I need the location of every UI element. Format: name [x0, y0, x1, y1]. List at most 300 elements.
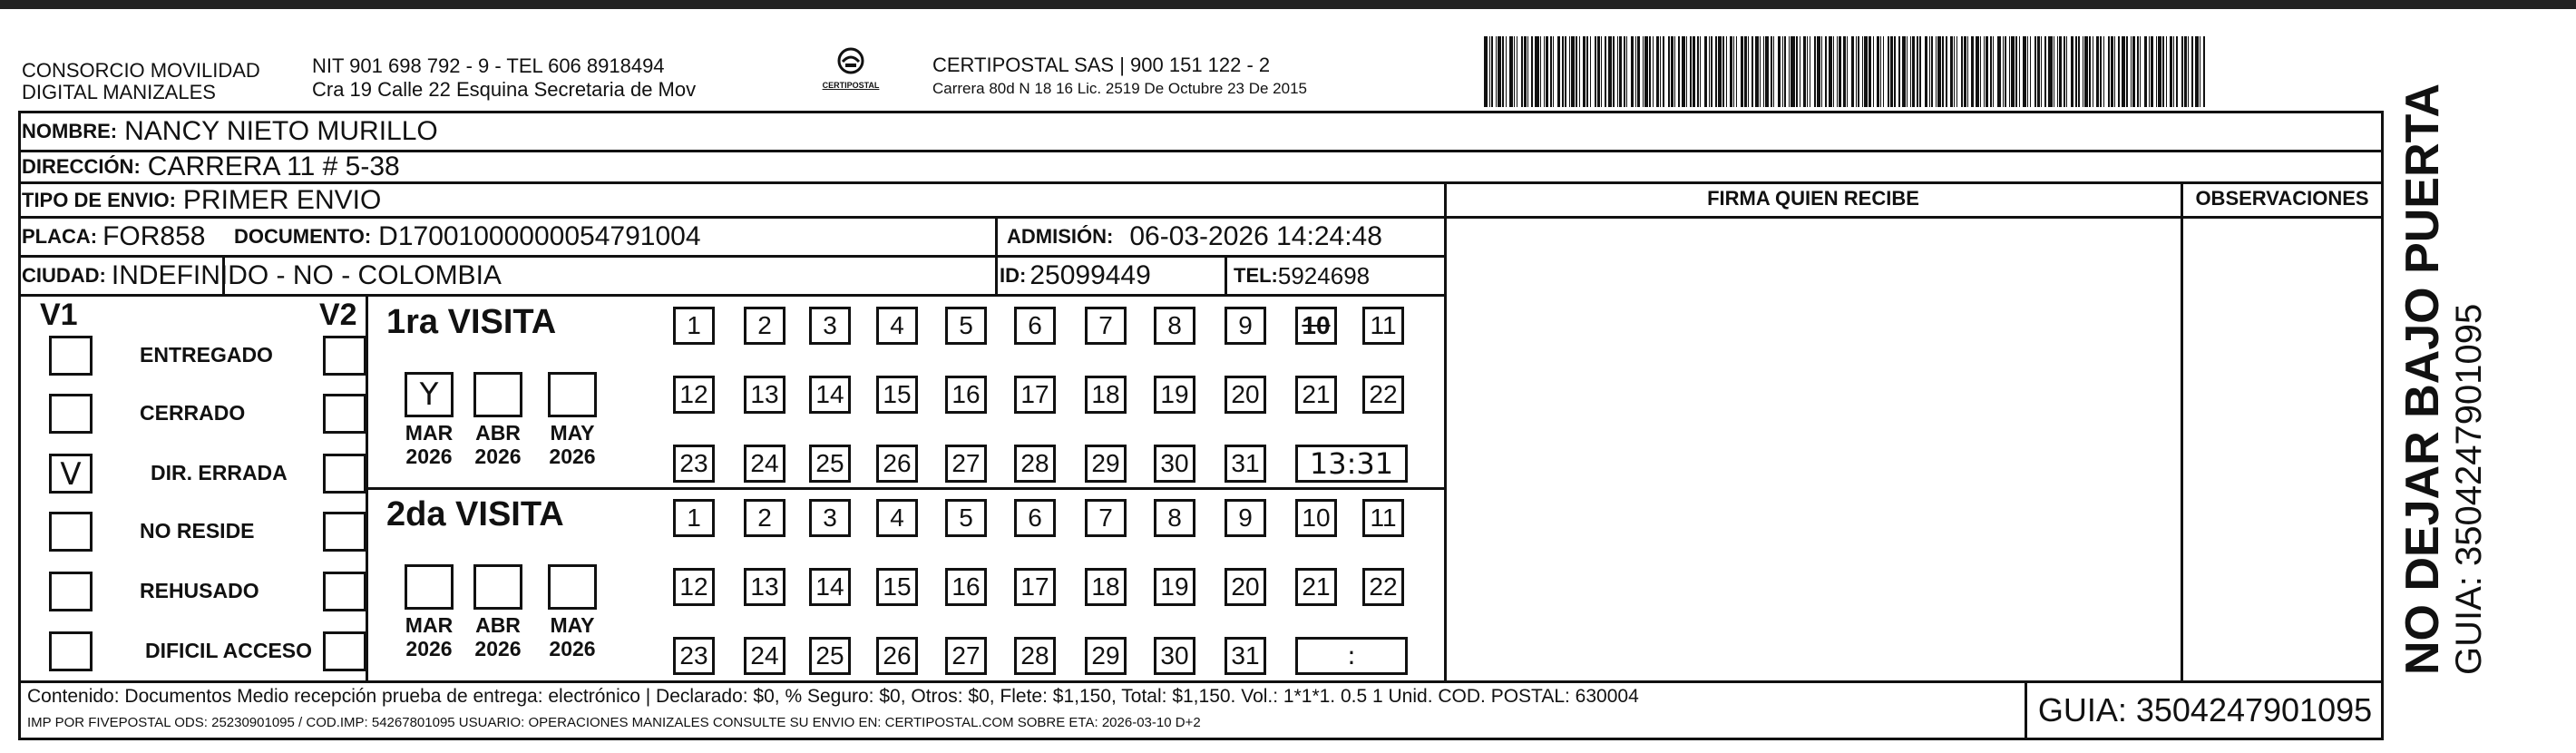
barcode-bar — [1829, 36, 1832, 107]
barcode-bar — [1858, 36, 1859, 107]
barcode-bar — [1778, 36, 1781, 107]
barcode-bar — [1586, 36, 1588, 107]
day-box[interactable]: 31 — [1225, 637, 1266, 675]
nombre-row — [22, 112, 438, 151]
footer-guia: GUIA: 3504247901095 — [2037, 691, 2373, 729]
v1-checkbox[interactable] — [49, 631, 93, 671]
day-box[interactable]: 3 — [809, 307, 851, 345]
barcode-bar — [1807, 36, 1808, 107]
barcode-bar — [1971, 36, 1974, 107]
day-box[interactable]: 13 — [744, 376, 785, 414]
barcode-bar — [1751, 36, 1753, 107]
barcode-bar — [1907, 36, 1908, 107]
barcode-bar — [1579, 36, 1580, 107]
placa-value: FOR858 — [102, 221, 206, 251]
barcode-bar — [1890, 36, 1893, 107]
visit-title: 1ra VISITA — [386, 303, 557, 341]
day-box[interactable]: 22 — [1362, 376, 1404, 414]
barcode-bar — [2111, 36, 2113, 107]
day-box[interactable]: 9 — [1225, 307, 1266, 345]
barcode-bar — [1491, 36, 1493, 107]
day-box[interactable]: 10 — [1295, 499, 1337, 537]
nombre-label: NOMBRE: — [22, 120, 118, 142]
barcode-bar — [1690, 36, 1692, 107]
month-label — [466, 421, 530, 468]
day-box[interactable]: 4 — [876, 307, 918, 345]
v1-checkbox[interactable] — [49, 394, 93, 434]
barcode-bar — [1653, 36, 1654, 107]
day-box[interactable]: 19 — [1154, 568, 1195, 606]
barcode-bar — [1635, 36, 1636, 107]
barcode-bar — [1571, 36, 1575, 107]
day-box[interactable]: 10 — [1295, 307, 1337, 345]
barcode-bar — [1864, 36, 1868, 107]
barcode-bar — [2084, 36, 2088, 107]
day-box[interactable]: 26 — [876, 445, 918, 483]
barcode-bar — [1961, 36, 1963, 107]
barcode-bar — [1748, 36, 1749, 107]
day-box[interactable]: 13 — [744, 568, 785, 606]
contenido-text: Contenido: Documentos Medio recepción prueba de entrega: electrónico | Declarado: $0, % Seguro: $0, Otros: $0, Flete: $1,150, Total: $1,150. Vol.: 1*1*1. 0.5 1 Unid. COD. POSTAL: 630004 — [27, 686, 1639, 707]
barcode-bar — [2019, 36, 2020, 107]
day-box[interactable]: 12 — [673, 376, 715, 414]
barcode-bar — [1919, 36, 1921, 107]
barcode-bar — [1946, 36, 1947, 107]
visit-time[interactable]: 13:31 — [1295, 445, 1408, 483]
day-box[interactable]: 30 — [1154, 445, 1195, 483]
day-box[interactable]: 28 — [1014, 637, 1056, 675]
barcode-bar — [2132, 36, 2135, 107]
day-box[interactable]: 31 — [1225, 445, 1266, 483]
day-box[interactable]: 2 — [744, 499, 785, 537]
day-box[interactable]: 8 — [1154, 499, 1195, 537]
admision-value: 06-03-2026 14:24:48 — [1129, 221, 1382, 251]
barcode-bar — [1839, 36, 1841, 107]
barcode-bar — [1674, 36, 1675, 107]
barcode-bar — [2011, 36, 2015, 107]
barcode-bar — [1535, 36, 1539, 107]
month-year: 2026 — [405, 445, 453, 468]
admision-row — [1007, 218, 1382, 256]
day-box[interactable]: 5 — [945, 499, 987, 537]
barcode-bar — [1771, 36, 1772, 107]
barcode-bar — [1540, 36, 1541, 107]
barcode-bar — [1626, 36, 1627, 107]
day-box[interactable]: 16 — [945, 376, 987, 414]
month-name: MAR — [405, 613, 454, 637]
day-box[interactable]: 4 — [876, 499, 918, 537]
v2-checkbox[interactable] — [323, 394, 366, 434]
admision-label: ADMISIÓN: — [1007, 225, 1114, 248]
barcode-bar — [2071, 36, 2073, 107]
month-checkbox[interactable] — [405, 564, 454, 610]
v2-checkbox[interactable] — [323, 336, 366, 376]
barcode-bar — [1605, 36, 1606, 107]
barcode-bar — [1869, 36, 1871, 107]
v2-checkbox[interactable] — [323, 512, 366, 552]
barcode-bar — [1663, 36, 1664, 107]
barcode-bar — [2191, 36, 2193, 107]
ciudad-value: INDEFINIDO - NO - COLOMBIA — [111, 260, 502, 290]
day-box[interactable]: 20 — [1225, 568, 1266, 606]
certipostal-logo: CERTIPOSTAL — [815, 47, 887, 90]
barcode-bar — [2078, 36, 2080, 107]
barcode-bar — [1656, 36, 1659, 107]
month-label — [397, 421, 461, 468]
barcode-bar — [1682, 36, 1685, 107]
barcode-bar — [1851, 36, 1854, 107]
month-name: MAY — [550, 421, 595, 445]
day-box[interactable]: 17 — [1014, 376, 1056, 414]
barcode-bar — [2188, 36, 2189, 107]
barcode-bar — [1791, 36, 1795, 107]
v1-checkbox[interactable] — [49, 512, 93, 552]
barcode-bar — [2064, 36, 2065, 107]
month-year: 2026 — [474, 445, 522, 468]
barcode-bar — [1877, 36, 1879, 107]
day-box[interactable]: 7 — [1085, 499, 1127, 537]
barcode-bar — [2003, 36, 2004, 107]
barcode-bar — [2137, 36, 2139, 107]
day-box[interactable]: 6 — [1014, 499, 1056, 537]
barcode-bar — [1814, 36, 1816, 107]
day-box[interactable]: 1 — [673, 499, 715, 537]
v2-checkbox[interactable] — [323, 572, 366, 611]
barcode-bar — [1976, 36, 1979, 107]
barcode-bar — [2044, 36, 2046, 107]
barcode-bar — [2173, 36, 2174, 107]
barcode-bar — [1784, 36, 1786, 107]
day-box[interactable]: 2 — [744, 307, 785, 345]
observaciones-header: OBSERVACIONES — [2195, 187, 2369, 210]
day-box[interactable]: 11 — [1362, 499, 1404, 537]
barcode-bar — [1597, 36, 1600, 107]
visit-time[interactable]: : — [1295, 637, 1408, 675]
month-year: 2026 — [549, 637, 596, 660]
barcode-bar — [1595, 36, 1596, 107]
v1-label: V1 — [40, 298, 78, 332]
day-box[interactable]: 1 — [673, 307, 715, 345]
tel-value: 5924698 — [1277, 261, 1371, 289]
barcode-bar — [2048, 36, 2053, 107]
barcode-bar — [1617, 36, 1618, 107]
barcode-bar — [2059, 36, 2062, 107]
barcode-bar — [2122, 36, 2125, 107]
barcode-bar — [1986, 36, 1988, 107]
barcode-bar — [2041, 36, 2042, 107]
barcode-bar — [1553, 36, 1554, 107]
barcode-bar — [1782, 36, 1783, 107]
barcode-bar — [1942, 36, 1944, 107]
month-label — [466, 613, 530, 660]
barcode-bar — [1576, 36, 1577, 107]
barcode-bar — [1715, 36, 1717, 107]
barcode-bar — [1936, 36, 1937, 107]
barcode-bar — [1803, 36, 1806, 107]
day-box[interactable]: 15 — [876, 376, 918, 414]
barcode-bar — [1817, 36, 1820, 107]
day-box[interactable]: 8 — [1154, 307, 1195, 345]
ciudad-label: CIUDAD: — [22, 264, 106, 287]
day-box[interactable]: 29 — [1085, 445, 1127, 483]
barcode-bar — [2176, 36, 2178, 107]
barcode-bar — [1671, 36, 1673, 107]
placa-row — [22, 218, 206, 256]
barcode-bar — [1550, 36, 1552, 107]
barcode-bar — [1929, 36, 1930, 107]
barcode-bar — [2034, 36, 2036, 107]
status-option-label: DIR. ERRADA — [151, 461, 288, 484]
barcode-bar — [2030, 36, 2031, 107]
barcode-bar — [1726, 36, 1727, 107]
barcode-bar — [1590, 36, 1591, 107]
barcode-bar — [2103, 36, 2104, 107]
day-box[interactable]: 23 — [673, 637, 715, 675]
id-label: ID: — [1000, 264, 1027, 287]
barcode-bar — [1531, 36, 1533, 107]
day-box[interactable]: 18 — [1085, 568, 1127, 606]
barcode-bar — [1954, 36, 1955, 107]
day-box[interactable]: 11 — [1362, 307, 1404, 345]
barcode-bar — [1693, 36, 1695, 107]
month-year: 2026 — [549, 445, 596, 468]
month-year: 2026 — [474, 637, 522, 660]
status-option-label: ENTREGADO — [140, 343, 273, 367]
month-name: ABR — [475, 421, 521, 445]
barcode-bar — [2027, 36, 2028, 107]
day-box[interactable]: 15 — [876, 568, 918, 606]
barcode-bar — [2156, 36, 2157, 107]
month-name: MAR — [405, 421, 454, 445]
day-box[interactable]: 17 — [1014, 568, 1056, 606]
barcode-bar — [1700, 36, 1701, 107]
barcode-bar — [1697, 36, 1699, 107]
barcode-bar — [1637, 36, 1640, 107]
barcode-bar — [1773, 36, 1774, 107]
barcode-bar — [1862, 36, 1863, 107]
barcode-bar — [1837, 36, 1838, 107]
month-checkbox[interactable] — [473, 564, 522, 610]
barcode-bar — [2158, 36, 2161, 107]
day-box[interactable]: 22 — [1362, 568, 1404, 606]
day-box[interactable]: 9 — [1225, 499, 1266, 537]
barcode-bar — [1733, 36, 1734, 107]
barcode-bar — [2151, 36, 2153, 107]
month-name: MAY — [550, 613, 595, 637]
barcode-bar — [2075, 36, 2077, 107]
barcode-bar — [1643, 36, 1644, 107]
barcode-bar — [1997, 36, 2001, 107]
barcode-bar — [1546, 36, 1548, 107]
v1-checkbox[interactable]: V — [49, 454, 93, 494]
status-option-label: REHUSADO — [140, 579, 259, 602]
barcode-bar — [1856, 36, 1857, 107]
tipo-row — [22, 183, 381, 217]
day-box[interactable]: 24 — [744, 445, 785, 483]
barcode-bar — [1765, 36, 1769, 107]
barcode-bar — [2015, 36, 2017, 107]
barcode-bar — [2149, 36, 2150, 107]
day-box[interactable]: 19 — [1154, 376, 1195, 414]
day-box[interactable]: 18 — [1085, 376, 1127, 414]
certipostal-info: CERTIPOSTAL SAS | 900 151 122 - 2 Carrera 80d N 18 16 Lic. 2519 De Octubre 23 De 2015 — [932, 54, 1307, 97]
month-checkbox[interactable] — [548, 372, 597, 417]
barcode-bar — [1601, 36, 1602, 107]
barcode-bar — [1722, 36, 1724, 107]
barcode-bar — [1902, 36, 1906, 107]
month-checkbox[interactable] — [473, 372, 522, 417]
month-label — [541, 613, 604, 660]
day-box[interactable]: 28 — [1014, 445, 1056, 483]
day-box[interactable]: 27 — [945, 637, 987, 675]
v1-checkbox[interactable] — [49, 336, 93, 376]
barcode-bar — [2184, 36, 2187, 107]
status-option-label: CERRADO — [140, 401, 246, 425]
barcode-bar — [2166, 36, 2167, 107]
day-box[interactable]: 26 — [876, 637, 918, 675]
barcode-bar — [1925, 36, 1927, 107]
barcode-bar — [2057, 36, 2058, 107]
barcode-bar — [1521, 36, 1523, 107]
barcode-bar — [1883, 36, 1884, 107]
side-text — [2396, 83, 2551, 675]
barcode-bar — [1843, 36, 1846, 107]
v2-label: V2 — [319, 298, 357, 332]
barcode-bar — [2114, 36, 2115, 107]
barcode-bar — [1506, 36, 1507, 107]
day-box[interactable]: 23 — [673, 445, 715, 483]
day-box[interactable]: 20 — [1225, 376, 1266, 414]
v2-checkbox[interactable] — [323, 631, 366, 671]
barcode-bar — [1980, 36, 1981, 107]
barcode-bar — [1880, 36, 1881, 107]
barcode-bar — [1833, 36, 1834, 107]
barcode-bar — [2181, 36, 2183, 107]
barcode-bar — [2100, 36, 2102, 107]
month-checkbox[interactable]: Y — [405, 372, 454, 417]
barcode-bar — [1644, 36, 1648, 107]
barcode-bar — [1950, 36, 1953, 107]
barcode-bar — [1544, 36, 1545, 107]
barcode-bar — [2023, 36, 2026, 107]
barcode-bar — [2089, 36, 2091, 107]
nombre-value: NANCY NIETO MURILLO — [124, 116, 438, 146]
barcode-bar — [1562, 36, 1564, 107]
month-name: ABR — [475, 613, 521, 637]
day-box[interactable]: 6 — [1014, 307, 1056, 345]
month-label — [397, 613, 461, 660]
company-name: CONSORCIO MOVILIDAD DIGITAL MANIZALES — [22, 59, 260, 103]
barcode-bar — [1741, 36, 1743, 107]
barcode-bar — [1668, 36, 1670, 107]
tel-row — [1234, 257, 1370, 295]
documento-label: DOCUMENTO: — [234, 225, 372, 248]
barcode-bar — [1910, 36, 1911, 107]
barcode-bar — [1660, 36, 1661, 107]
month-year: 2026 — [405, 637, 453, 660]
day-box[interactable]: 25 — [809, 445, 851, 483]
day-box[interactable]: 16 — [945, 568, 987, 606]
day-box[interactable]: 24 — [744, 637, 785, 675]
tel-label: TEL: — [1234, 264, 1278, 287]
imp-text: IMP POR FIVEPOSTAL ODS: 25230901095 / COD.IMP: 54267801095 USUARIO: OPERACIONES MANIZALES CONSULTE SU ENVIO EN: CERTIPOSTAL.COM SOBRE ETA: 2026-03-10 D+2 — [27, 715, 1201, 730]
barcode-bar — [1755, 36, 1759, 107]
tipo-value: PRIMER ENVIO — [182, 184, 382, 215]
barcode-bar — [1760, 36, 1761, 107]
month-checkbox[interactable] — [548, 564, 597, 610]
barcode-bar — [1619, 36, 1622, 107]
barcode-bar — [1821, 36, 1822, 107]
day-box[interactable]: 25 — [809, 637, 851, 675]
status-option-label: DIFICIL ACCESO — [145, 639, 313, 662]
barcode-bar — [1496, 36, 1497, 107]
day-box[interactable]: 3 — [809, 499, 851, 537]
day-box[interactable]: 27 — [945, 445, 987, 483]
barcode-bar — [1704, 36, 1707, 107]
barcode-bar — [2108, 36, 2110, 107]
barcode-bar — [1912, 36, 1915, 107]
ciudad-row — [22, 257, 502, 295]
v1-checkbox[interactable] — [49, 572, 93, 611]
barcode-bar — [1524, 36, 1527, 107]
barcode-bar — [1678, 36, 1680, 107]
logo-icon — [833, 47, 869, 76]
month-label — [541, 421, 604, 468]
barcode-bar — [2066, 36, 2067, 107]
barcode-bar — [1984, 36, 1985, 107]
barcode-bar — [1718, 36, 1722, 107]
barcode-bar — [1825, 36, 1827, 107]
barcode-bar — [1990, 36, 1992, 107]
day-box[interactable]: 14 — [809, 568, 851, 606]
day-box[interactable]: 30 — [1154, 637, 1195, 675]
barcode-bar — [1631, 36, 1634, 107]
day-box[interactable]: 7 — [1085, 307, 1127, 345]
barcode-bar — [1873, 36, 1874, 107]
observations-area[interactable] — [2184, 218, 2380, 680]
barcode-bar — [1489, 36, 1490, 107]
company-contact: NIT 901 698 792 - 9 - TEL 606 8918494 Cra 19 Calle 22 Esquina Secretaria de Mov — [312, 54, 697, 101]
barcode-bar — [2203, 36, 2205, 107]
barcode-bar — [1514, 36, 1515, 107]
barcode-bar — [1956, 36, 1957, 107]
barcode-bar — [1565, 36, 1566, 107]
documento-value: D17001000000054791004 — [378, 221, 701, 251]
day-box[interactable]: 21 — [1295, 376, 1337, 414]
barcode-bar — [1730, 36, 1732, 107]
barcode-bar — [2037, 36, 2040, 107]
barcode-bar — [1608, 36, 1612, 107]
day-box[interactable]: 12 — [673, 568, 715, 606]
v2-checkbox[interactable] — [323, 454, 366, 494]
day-box[interactable]: 14 — [809, 376, 851, 414]
barcode-bar — [1711, 36, 1712, 107]
barcode-bar — [1888, 36, 1889, 107]
barcode-bar — [1789, 36, 1790, 107]
scan-edge — [0, 0, 2576, 9]
day-box[interactable]: 21 — [1295, 568, 1337, 606]
barcode-bar — [1624, 36, 1625, 107]
direccion-label: DIRECCIÓN: — [22, 154, 141, 178]
day-box[interactable]: 5 — [945, 307, 987, 345]
barcode-bar — [1527, 36, 1528, 107]
day-box[interactable]: 29 — [1085, 637, 1127, 675]
signature-area[interactable] — [1448, 218, 2181, 680]
barcode-bar — [1583, 36, 1586, 107]
firma-header: FIRMA QUIEN RECIBE — [1707, 187, 1919, 210]
tipo-label: TIPO DE ENVIO: — [22, 188, 176, 211]
id-value: 25099449 — [1029, 260, 1151, 290]
